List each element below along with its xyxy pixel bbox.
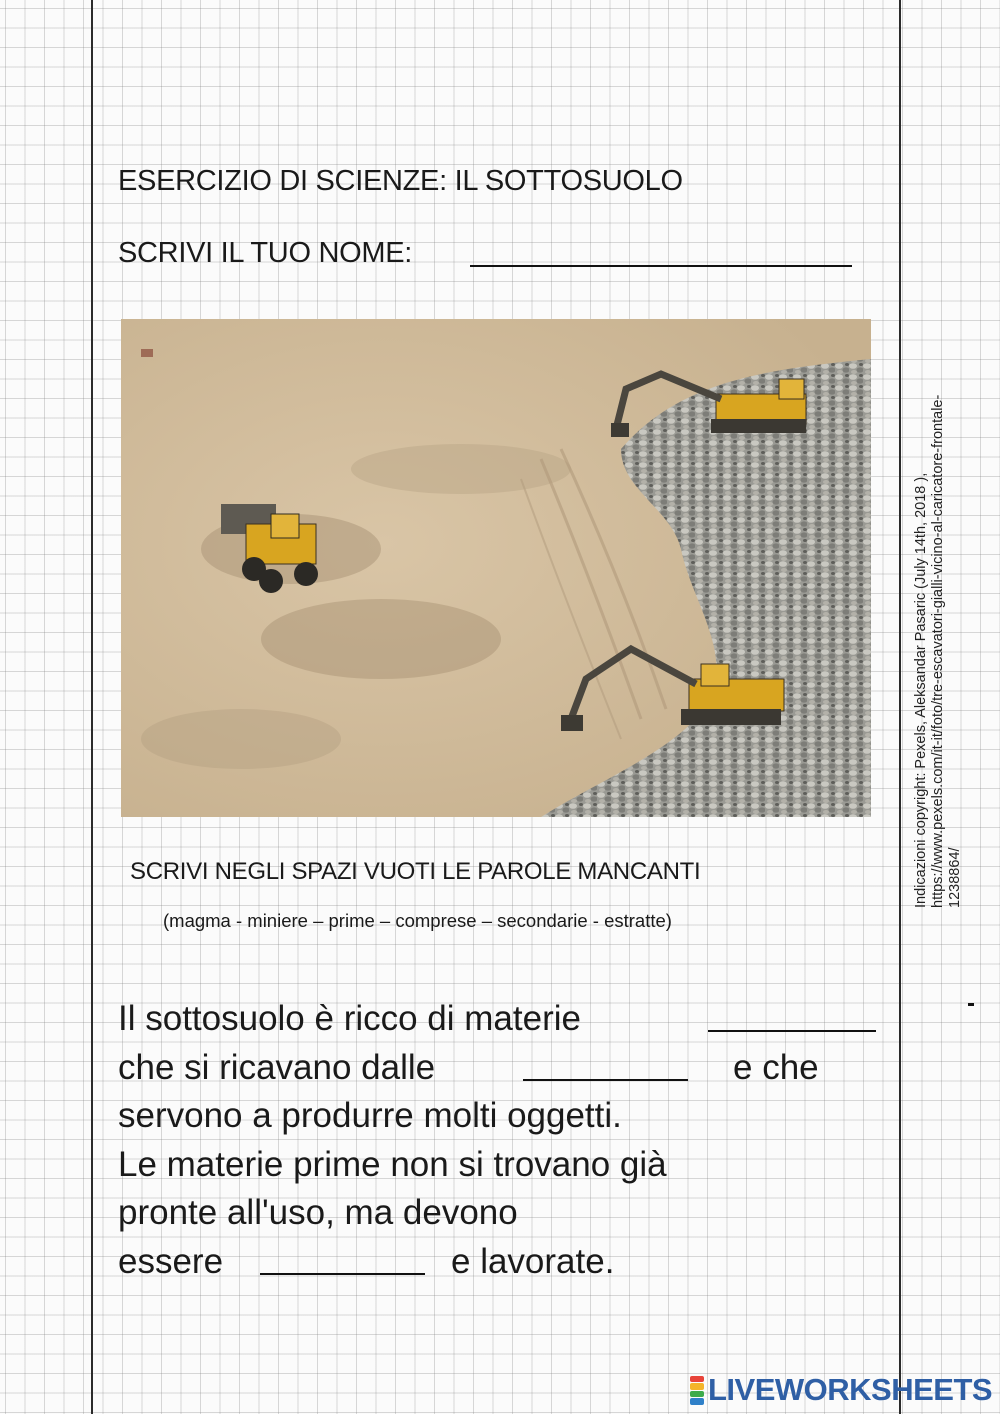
paragraph-line-5: pronte all'uso, ma devono: [118, 1193, 518, 1232]
page-title: ESERCIZIO DI SCIENZE: IL SOTTOSUOLO: [118, 165, 683, 197]
answer-blank-3[interactable]: [260, 1273, 425, 1275]
word-bank: (magma - miniere – prime – comprese – secondarie - estratte): [163, 910, 672, 931]
line-6-end-text: e lavorate.: [451, 1241, 615, 1281]
right-margin-line: [899, 0, 901, 1414]
left-margin-line: [91, 0, 93, 1414]
paragraph-line-1: [118, 995, 667, 1044]
fill-in-paragraph: [118, 995, 819, 1286]
instruction-heading: SCRIVI NEGLI SPAZI VUOTI LE PAROLE MANCANTI: [130, 858, 701, 885]
credit-line-1: Indicazioni copyright: Pexels, Aleksandar Pasaric (July 14th, 2018 ),: [913, 472, 929, 908]
badge-block-3: [690, 1391, 704, 1398]
copyright-credit: [913, 308, 964, 908]
credit-line-2: https://www.pexels.com/it-it/foto/tre-escavatori-gialli-vicino-al-caricatore-frontale-: [930, 394, 946, 908]
quarry-photo: [121, 319, 871, 817]
badge-block-4: [690, 1398, 704, 1405]
logo-badge-icon: [690, 1375, 704, 1405]
paragraph-line-2: [118, 1044, 819, 1093]
logo-text: LIVEWORKSHEETS: [708, 1372, 993, 1407]
paragraph-line-6: [118, 1238, 667, 1287]
pencil-mark: [968, 1003, 974, 1006]
paragraph-line-4: Le materie prime non si trovano già: [118, 1144, 667, 1184]
credit-line-3: 1238864/: [947, 847, 963, 908]
badge-block-2: [690, 1383, 704, 1390]
name-label: SCRIVI IL TUO NOME:: [118, 237, 413, 269]
line-2-text: che si ricavano dalle: [118, 1047, 436, 1087]
liveworksheets-logo: [690, 1373, 992, 1407]
line-1-text: Il sottosuolo è ricco di materie: [118, 999, 581, 1038]
badge-block-1: [690, 1376, 704, 1383]
line-6-text: essere: [118, 1241, 224, 1281]
paragraph-line-3: servono a produrre molti oggetti.: [118, 1096, 622, 1135]
answer-blank-2[interactable]: [523, 1079, 688, 1081]
line-2-end-text: e che: [733, 1047, 819, 1087]
answer-blank-1[interactable]: [708, 1030, 876, 1032]
name-answer-blank[interactable]: [470, 265, 852, 267]
